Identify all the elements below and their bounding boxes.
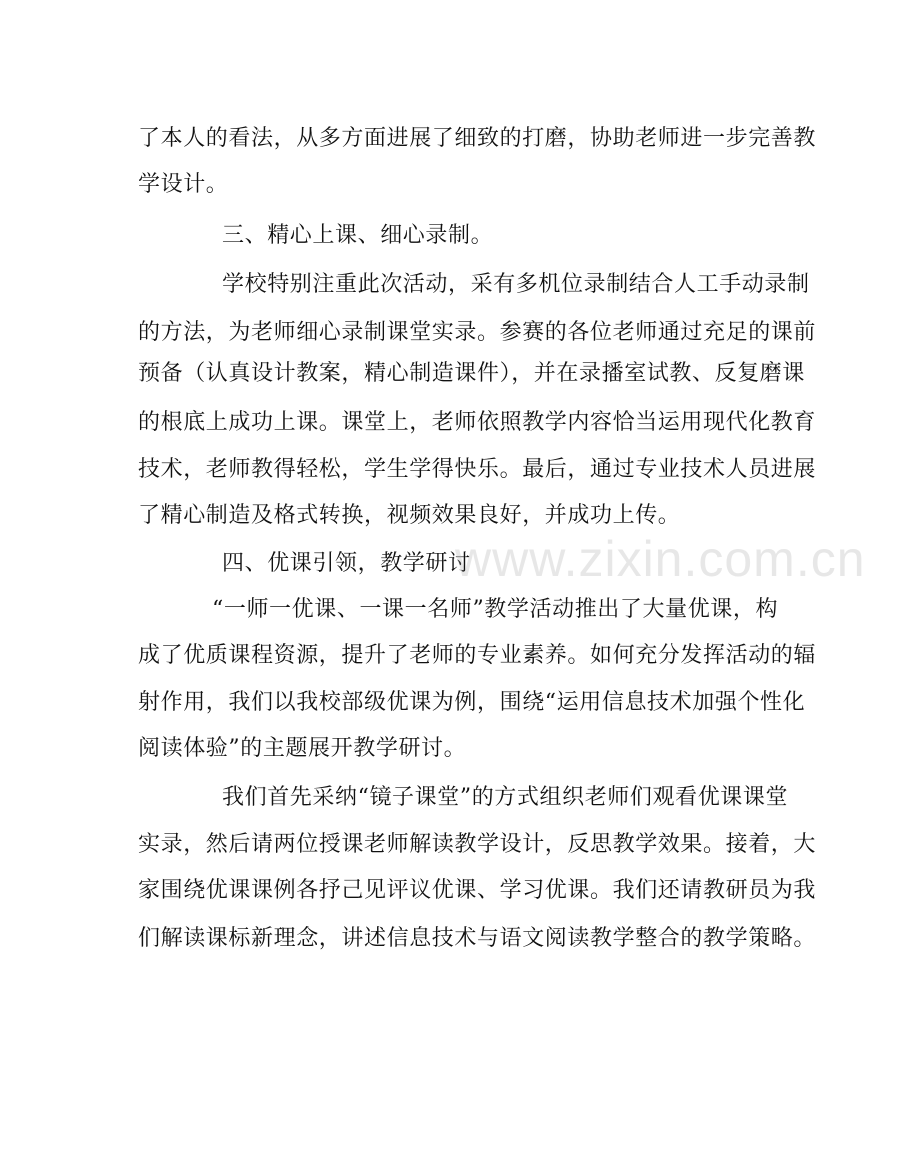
paragraph-line: “一师一优课、一课一名师”教学活动推出了大量优课，构 (212, 597, 779, 622)
paragraph-line: 的方法，为老师细心录制课堂实录。参赛的各位老师通过充足的课前 (138, 320, 817, 345)
section-heading: 三、精心上课、细心录制。 (222, 223, 494, 248)
section-heading: 四、优课引领，教学研讨 (222, 551, 471, 576)
paragraph-line: 学校特别注重此次活动，采有多机位录制结合人工手动录制 (222, 272, 810, 297)
paragraph-line: 们解读课标新理念，讲述信息技术与语文阅读教学整合的教学策略。 (138, 926, 817, 951)
paragraph-line: 阅读体验”的主题展开教学研讨。 (138, 736, 467, 761)
paragraph-line: 的根底上成功上课。课堂上，老师依照教学内容恰当运用现代化教育 (138, 410, 817, 435)
paragraph-line: 射作用，我们以我校部级优课为例，围绕“运用信息技术加强个性化 (138, 690, 806, 715)
paragraph-line: 实录，然后请两位授课老师解读教学设计，反思教学效果。接着，大 (138, 832, 817, 857)
paragraph-line: 了精心制造及格式转换，视频效果良好，并成功上传。 (138, 503, 681, 528)
paragraph-line: 学设计。 (138, 172, 229, 197)
paragraph-line: 预备（认真设计教案，精心制造课件），并在录播室试教、反复磨课 (138, 361, 806, 386)
paragraph-line: 家围绕优课课例各抒己见评议优课、学习优课。我们还请教研员为我 (138, 878, 817, 903)
paragraph-line: 成了优质课程资源，提升了老师的专业素养。如何充分发挥活动的辐 (138, 643, 817, 668)
paragraph-line: 了本人的看法，从多方面进展了细致的打磨，协助老师进一步完善教 (138, 126, 817, 151)
paragraph-line: 技术，老师教得轻松，学生学得快乐。最后，通过专业技术人员进展 (138, 457, 817, 482)
watermark: www.zixin.com.cn (455, 531, 866, 587)
paragraph-line: 我们首先采纳“镜子课堂”的方式组织老师们观看优课课堂 (222, 785, 789, 810)
